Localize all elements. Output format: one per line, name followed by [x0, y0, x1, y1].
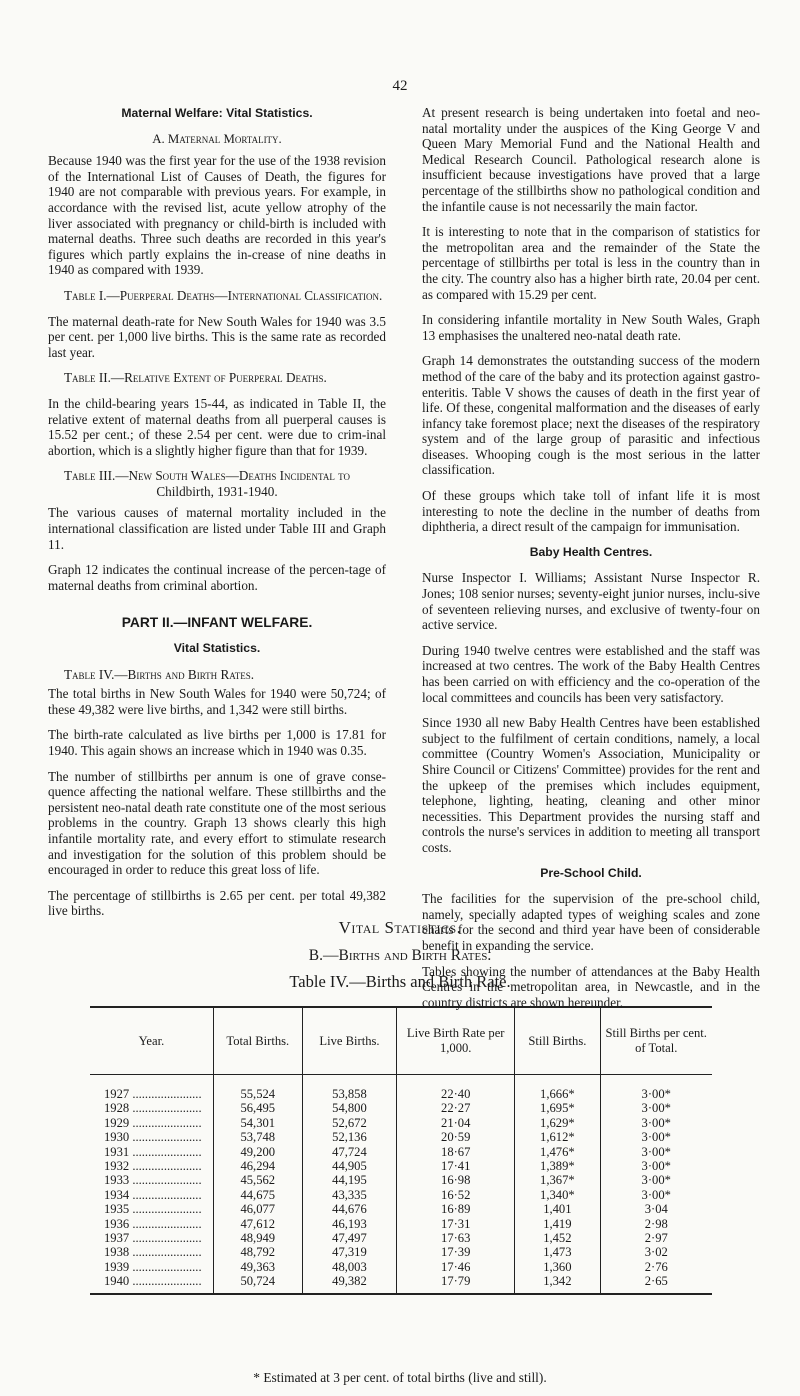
value-cell: 1,452	[515, 1231, 600, 1245]
right-column	[422, 105, 760, 1020]
column-header: Live Birth Rate per 1,000.	[397, 1007, 515, 1075]
year-cell: 1930 ......................	[104, 1130, 202, 1145]
paragraph: The various causes of maternal mortality included in the international classification are listed under Table III and Graph 11.	[48, 505, 386, 552]
value-cell: 1,476*	[515, 1145, 600, 1159]
leader-dots: ......................	[129, 1159, 202, 1174]
value-cell: 3·04	[600, 1202, 712, 1216]
value-cell: 2·76	[600, 1260, 712, 1274]
leader-dots: ......................	[129, 1115, 202, 1130]
paragraph: The birth-rate calculated as live births per 1,000 is 17.81 for 1940. This again shows an increase which in 1940 was 0.35.	[48, 727, 386, 758]
paragraph: Because 1940 was the first year for the use of the 1938 revision of the International List of Causes of Death, the figures for 1940 are not comparable with previous years. For example, in accordance with the revised list, acute yellow atrophy of the liver associated with pregnancy or child-birth is included with maternal deaths. Three such deaths are recorded in this year's figures which partly explains the in-crease of nine deaths in 1940 as compared with 1939.	[48, 153, 386, 278]
leader-dots: ......................	[129, 1173, 202, 1188]
leader-dots: ......................	[129, 1202, 202, 1217]
paragraph: The total births in New South Wales for 1940 were 50,724; of these 49,382 were live births, and 1,342 were still births.	[48, 686, 386, 717]
value-cell: 20·59	[397, 1130, 515, 1144]
value-cell: 54,800	[302, 1101, 396, 1115]
paragraph: Graph 14 demonstrates the outstanding success of the modern method of the care of the baby and its protection against gastro-enteritis. Table V shows the causes of death in the first year of life. Of these, congenital malformation and the diseases of early infancy take foremost place; next the diseases of the respiratory system and of the large group of parasitic and infectious diseases. Whooping cough is the most serious in the latter classification.	[422, 353, 760, 478]
value-cell: 3·00*	[600, 1116, 712, 1130]
value-cell: 22·40	[397, 1075, 515, 1102]
leader-dots: ......................	[129, 1087, 202, 1101]
leader-dots: ......................	[129, 1187, 202, 1202]
value-cell: 1,629*	[515, 1116, 600, 1130]
value-cell: 46,077	[213, 1202, 302, 1216]
paragraph: It is interesting to note that in the comparison of statistics for the metropolitan area and the remainder of the State the percentage of stillbirths per total is less in the country than in the city. The country also has a higher birth rate, 20.04 per cent. as compared with 15.29 per cent.	[422, 224, 760, 302]
table-reference-heading: Table I.—Puerperal Deaths—International Classification.	[64, 287, 383, 303]
table-row	[90, 1231, 712, 1245]
maternal-mortality-subheading: A. Maternal Mortality.	[152, 131, 282, 146]
value-cell: 49,200	[213, 1145, 302, 1159]
value-cell: 17·31	[397, 1217, 515, 1231]
page-number: 42	[392, 78, 408, 94]
value-cell: 49,363	[213, 1260, 302, 1274]
value-cell: 56,495	[213, 1101, 302, 1115]
value-cell: 48,949	[213, 1231, 302, 1245]
value-cell: 1,360	[515, 1260, 600, 1274]
value-cell: 17·46	[397, 1260, 515, 1274]
year-cell: 1928 ......................	[104, 1101, 202, 1116]
year-cell: 1937 ......................	[104, 1231, 202, 1246]
table-row	[90, 1202, 712, 1216]
births-section-title: B.—Births and Birth Rates.	[308, 947, 492, 964]
table-row	[90, 1173, 712, 1187]
column-header: Still Births.	[515, 1007, 600, 1075]
value-cell: 17·79	[397, 1274, 515, 1293]
value-cell: 44,905	[302, 1159, 396, 1173]
value-cell: 1,401	[515, 1202, 600, 1216]
value-cell: 49,382	[302, 1274, 396, 1293]
births-table	[90, 1006, 712, 1295]
vital-statistics-heading: Vital Statistics.	[173, 641, 261, 656]
leader-dots: ......................	[129, 1130, 202, 1145]
value-cell: 17·41	[397, 1159, 515, 1173]
table-row	[90, 1145, 712, 1159]
table-footnote: * Estimated at 3 per cent. of total births (live and still).	[253, 1370, 547, 1385]
maternal-welfare-heading: Maternal Welfare: Vital Statistics.	[121, 106, 313, 120]
value-cell: 1,342	[515, 1274, 600, 1293]
year-cell: 1932 ......................	[104, 1159, 202, 1174]
part-two-heading: PART II.—INFANT WELFARE.	[121, 615, 313, 631]
value-cell: 16·98	[397, 1173, 515, 1187]
value-cell: 44,675	[213, 1188, 302, 1202]
left-column	[48, 106, 386, 929]
value-cell: 1,695*	[515, 1101, 600, 1115]
value-cell: 18·67	[397, 1145, 515, 1159]
paragraph: Graph 12 indicates the continual increase of the percen-tage of maternal deaths from criminal abortion.	[48, 562, 386, 593]
table-header-row	[90, 1007, 712, 1075]
table-reference-heading-cont: Childbirth, 1931-1940.	[156, 483, 278, 499]
value-cell: 52,136	[302, 1130, 396, 1144]
value-cell: 2·65	[600, 1274, 712, 1293]
table-row	[90, 1130, 712, 1144]
column-header: Live Births.	[302, 1007, 396, 1075]
year-cell: 1939 ......................	[104, 1259, 202, 1274]
value-cell: 43,335	[302, 1188, 396, 1202]
value-cell: 1,367*	[515, 1173, 600, 1187]
value-cell: 3·00*	[600, 1075, 712, 1102]
paragraph: During 1940 twelve centres were established and the staff was increased at two centres. The work of the Baby Health Centres has been carried on with efficiency and the co-operation of the local committees and councils has been very satisfactory.	[422, 642, 760, 705]
year-cell: 1938 ......................	[104, 1245, 202, 1260]
leader-dots: ......................	[129, 1245, 202, 1260]
table-row	[90, 1075, 712, 1102]
value-cell: 1,389*	[515, 1159, 600, 1173]
pre-school-child-heading: Pre-School Child.	[540, 865, 642, 880]
value-cell: 3·00*	[600, 1159, 712, 1173]
leader-dots: ......................	[129, 1101, 202, 1116]
paragraph: Nurse Inspector I. Williams; Assistant Nurse Inspector R. Jones; 108 senior nurses; seventy-eight junior nurses, inclu-sive of seventeen relieving nurses, and exclusive of twenty-four on active service.	[422, 570, 760, 633]
paragraph: In the child-bearing years 15-44, as indicated in Table II, the relative extent of maternal deaths from all puerperal causes is 15.52 per cent.; of these 2.54 per cent. were due to crim-inal abortion, which is a slightly higher figure than that for 1939.	[48, 395, 386, 458]
year-cell: 1929 ......................	[104, 1115, 202, 1130]
value-cell: 47,319	[302, 1245, 396, 1259]
value-cell: 3·00*	[600, 1173, 712, 1187]
value-cell: 1,340*	[515, 1188, 600, 1202]
value-cell: 2·98	[600, 1217, 712, 1231]
baby-health-centres-heading: Baby Health Centres.	[529, 544, 653, 559]
value-cell: 1,612*	[515, 1130, 600, 1144]
table-row	[90, 1245, 712, 1259]
value-cell: 45,562	[213, 1173, 302, 1187]
table-row	[90, 1116, 712, 1130]
value-cell: 3·02	[600, 1245, 712, 1259]
table-title: Table IV.—Births and Birth Rate.	[289, 972, 511, 991]
paragraph: In considering infantile mortality in New South Wales, Graph 13 emphasises the unaltered neo-natal death rate.	[422, 312, 760, 343]
value-cell: 52,672	[302, 1116, 396, 1130]
year-cell: 1940 ......................	[104, 1274, 202, 1289]
value-cell: 48,792	[213, 1245, 302, 1259]
value-cell: 53,858	[302, 1075, 396, 1102]
leader-dots: ......................	[129, 1144, 202, 1159]
value-cell: 17·39	[397, 1245, 515, 1259]
value-cell: 2·97	[600, 1231, 712, 1245]
vital-statistics-title: Vital Statistics.	[338, 918, 462, 937]
value-cell: 44,676	[302, 1202, 396, 1216]
value-cell: 3·00*	[600, 1101, 712, 1115]
table-row	[90, 1260, 712, 1274]
table-reference-heading: Table IV.—Births and Birth Rates.	[64, 666, 255, 682]
leader-dots: ......................	[129, 1274, 202, 1289]
value-cell: 46,193	[302, 1217, 396, 1231]
value-cell: 1,666*	[515, 1075, 600, 1102]
table-row	[90, 1159, 712, 1173]
value-cell: 3·00*	[600, 1145, 712, 1159]
paragraph: At present research is being undertaken into foetal and neo-natal mortality under the auspices of the King George V and Queen Mary Memorial Fund and the National Health and Medical Research Council. Pathological research alone is insufficient because investigations have proved that a large percentage of the stillbirths show no pathological condition and the infantile cause is not necessarily the main factor.	[422, 105, 760, 214]
value-cell: 17·63	[397, 1231, 515, 1245]
value-cell: 16·89	[397, 1202, 515, 1216]
value-cell: 50,724	[213, 1274, 302, 1293]
table-reference-heading: Table II.—Relative Extent of Puerperal Deaths.	[64, 370, 327, 386]
paragraph: The percentage of stillbirths is 2.65 per cent. per total 49,382 live births.	[48, 887, 386, 919]
value-cell: 54,301	[213, 1116, 302, 1130]
table-row	[90, 1217, 712, 1231]
paragraph: The maternal death-rate for New South Wales for 1940 was 3.5 per cent. per 1,000 live births. This is the same rate as recorded last year.	[48, 313, 386, 360]
value-cell: 47,497	[302, 1231, 396, 1245]
column-header: Total Births.	[213, 1007, 302, 1075]
value-cell: 21·04	[397, 1116, 515, 1130]
value-cell: 53,748	[213, 1130, 302, 1144]
value-cell: 47,612	[213, 1217, 302, 1231]
paragraph: Of these groups which take toll of infant life it is most interesting to note the decline in the number of deaths from diphtheria, a direct result of the campaign for immunisation.	[422, 488, 760, 535]
value-cell: 16·52	[397, 1188, 515, 1202]
year-cell: 1931 ......................	[104, 1144, 202, 1159]
value-cell: 3·00*	[600, 1188, 712, 1202]
value-cell: 48,003	[302, 1260, 396, 1274]
paragraph: Since 1930 all new Baby Health Centres have been established subject to the fulfilment of certain conditions, namely, a local committee (Country Women's Association, Municipality or Shire Council or Citizens' Committee) provides for the rent and the upkeep of the premises which includes equipment, telephone, lighting, heating, cleaning and other minor necessities. This Department provides the nursing staff and controls the nurse's services in addition to meeting all transport costs.	[422, 715, 760, 855]
paragraph: The number of stillbirths per annum is one of grave conse-quence affecting the national welfare. These stillbirths and the persistent neo-natal death rate constitute one of the most serious problems in the country. Graph 13 shows clearly this high infantile mortality rate, and every effort to stimulate research and investigation for the solution of this problem should be encouraged in order to reduce this great loss of life.	[48, 768, 387, 878]
value-cell: 44,195	[302, 1173, 396, 1187]
year-cell: 1934 ......................	[104, 1187, 202, 1202]
table-row	[90, 1101, 712, 1115]
column-header: Year.	[90, 1007, 213, 1075]
value-cell: 3·00*	[600, 1130, 712, 1144]
table-row	[90, 1274, 712, 1293]
value-cell: 47,724	[302, 1145, 396, 1159]
table-row	[90, 1188, 712, 1202]
year-cell: 1933 ......................	[104, 1173, 202, 1188]
table-reference-heading: Table III.—New South Wales—Deaths Incidental to	[64, 468, 350, 484]
column-header: Still Births per cent. of Total.	[600, 1007, 712, 1075]
paragraph: Tables showing the number of attendances at the Baby Health Centres in the metropolitan area, in Newcastle, and in the country districts are shown hereunder.	[422, 963, 760, 1010]
paragraph: The facilities for the supervision of the pre-school child, namely, specially adapted types of weighing scales and zone charts for the second and third year have been of considerable benefit in expanding the service.	[422, 891, 760, 953]
year-cell: 1935 ......................	[104, 1202, 202, 1217]
value-cell: 22·27	[397, 1101, 515, 1115]
leader-dots: ......................	[129, 1259, 202, 1274]
value-cell: 46,294	[213, 1159, 302, 1173]
year-cell: 1936 ......................	[104, 1216, 202, 1231]
value-cell: 1,473	[515, 1245, 600, 1259]
value-cell: 55,524	[213, 1075, 302, 1102]
year-cell: 1927 ......................	[104, 1087, 202, 1101]
leader-dots: ......................	[129, 1216, 202, 1231]
value-cell: 1,419	[515, 1217, 600, 1231]
leader-dots: ......................	[129, 1231, 202, 1246]
